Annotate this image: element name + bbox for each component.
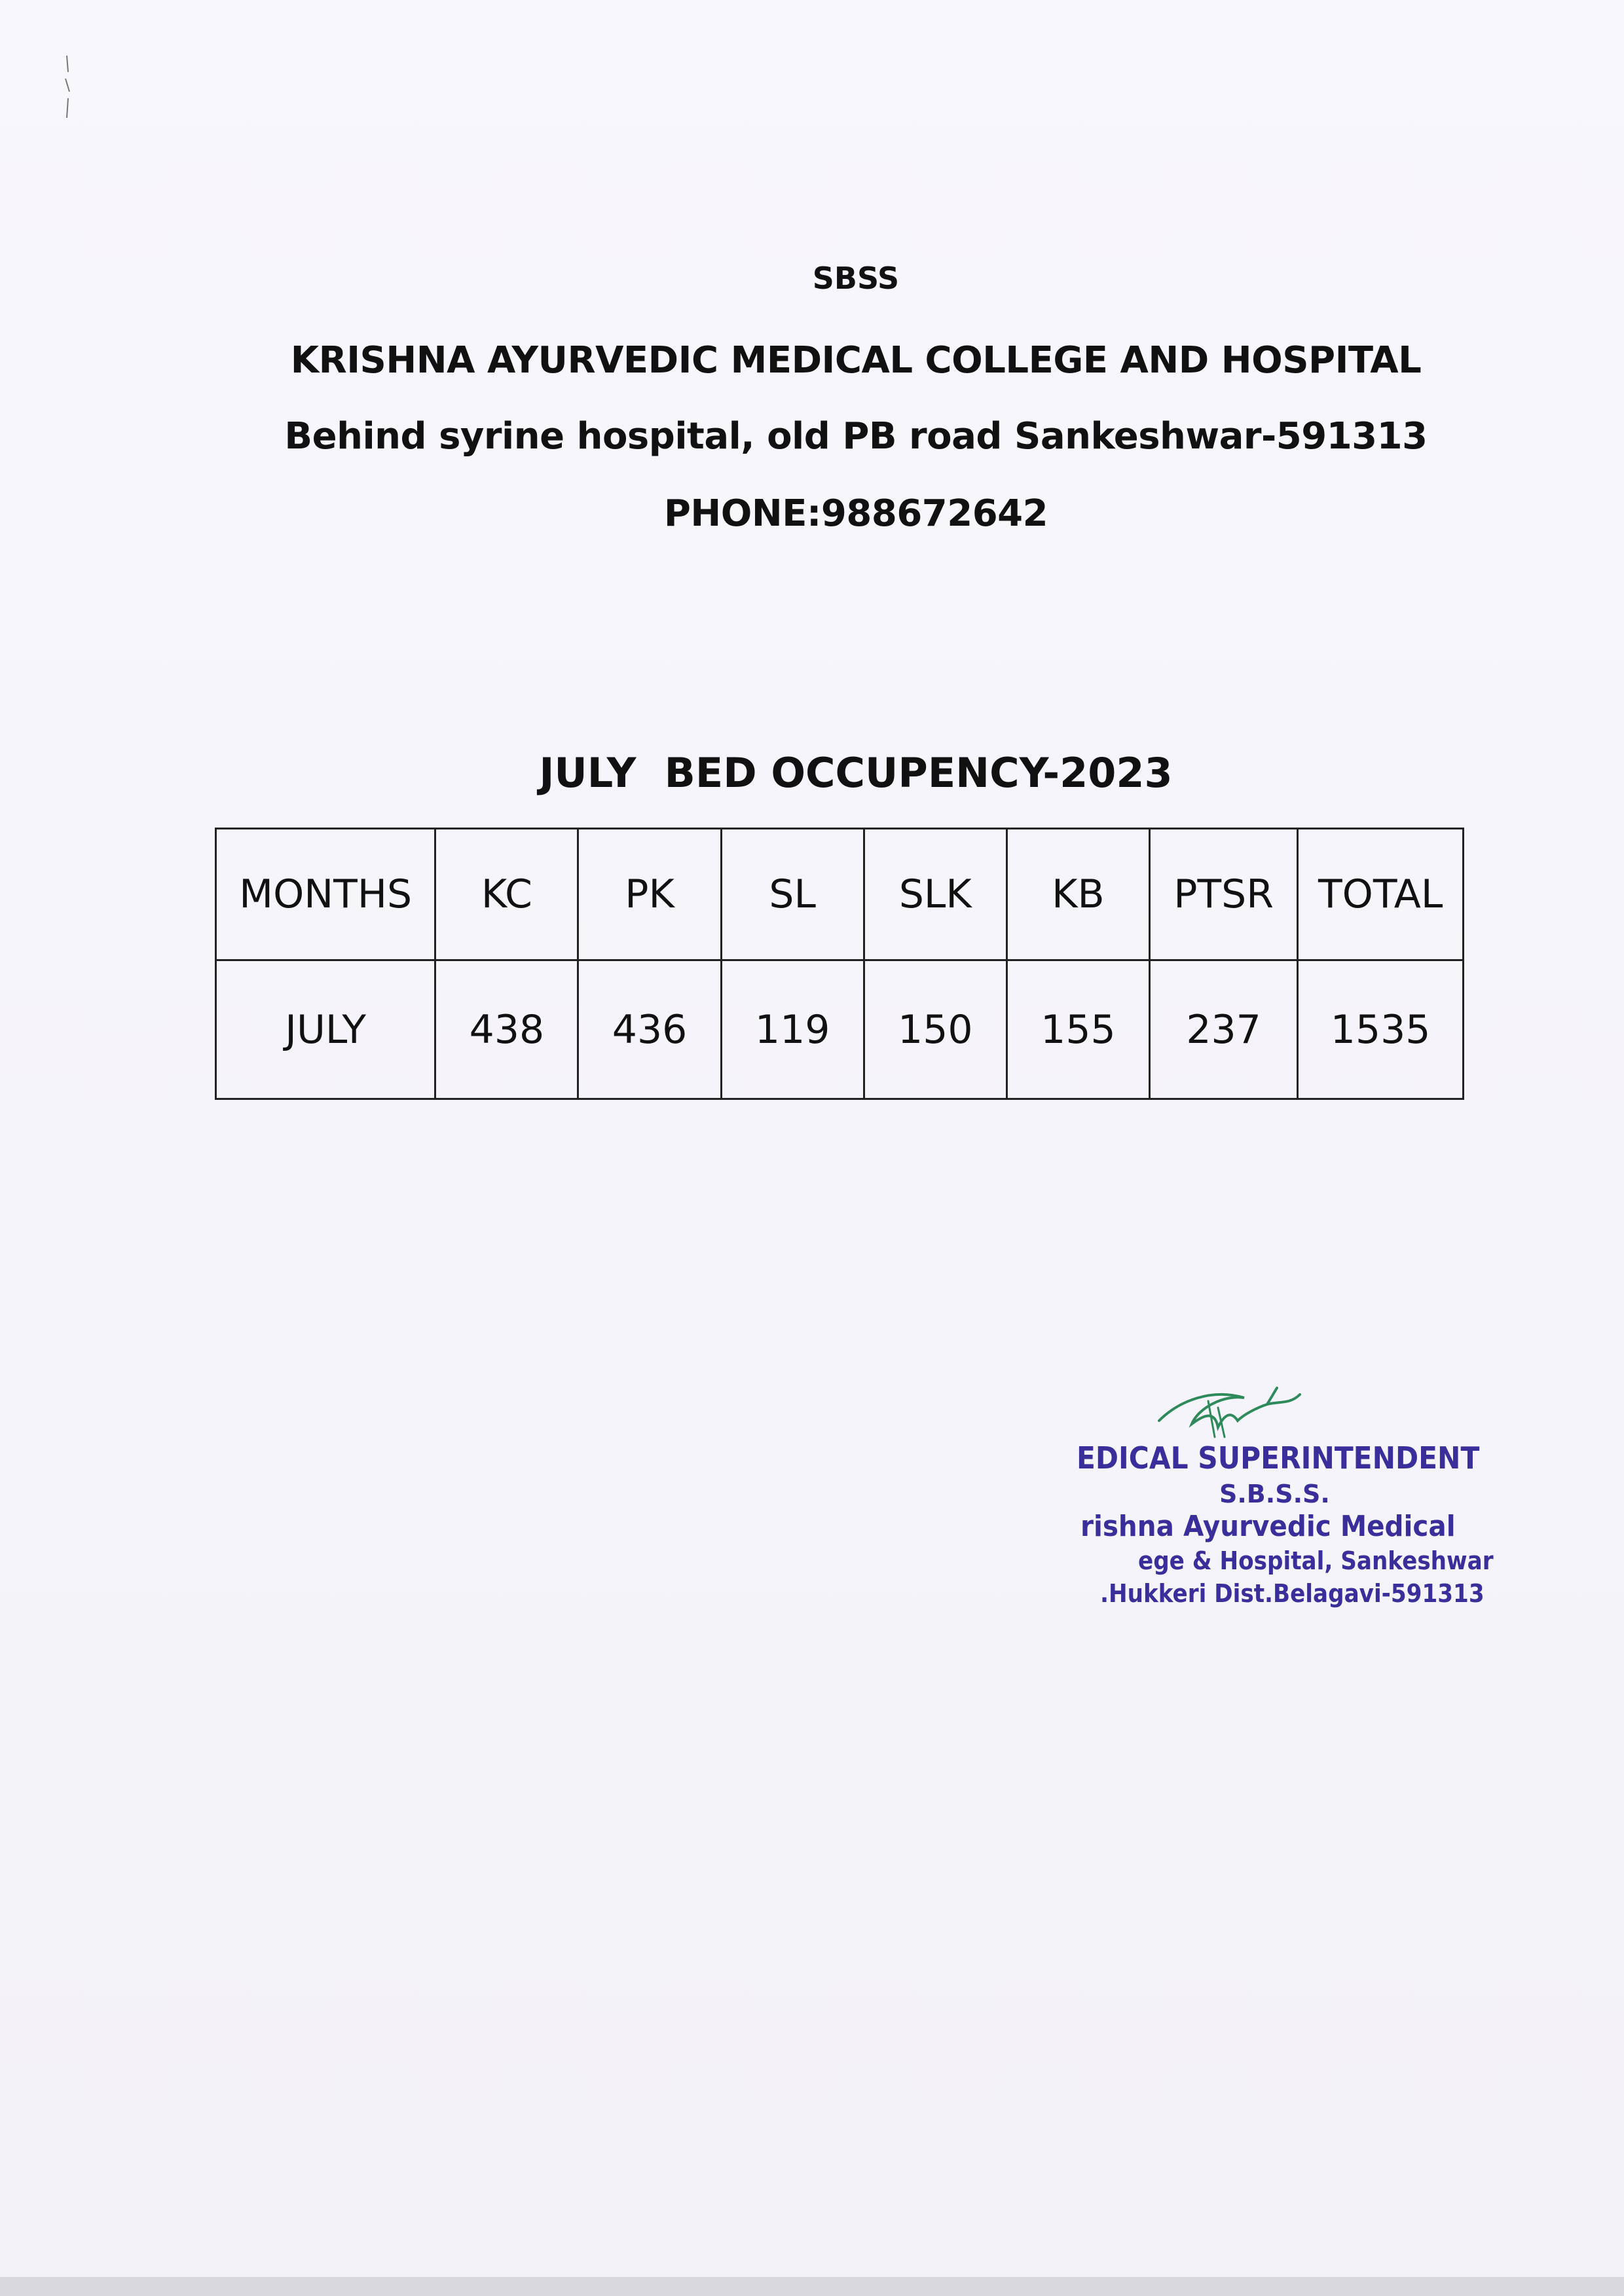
scan-mark: [59, 52, 79, 124]
table-cell: 155: [1006, 960, 1149, 1099]
org-short-name: SBSS: [812, 261, 900, 296]
stamp-line-district: .Hukkeri Dist.Belagavi-591313: [1100, 1579, 1485, 1608]
table-cell: 438: [435, 960, 578, 1099]
stamp-line-title: EDICAL SUPERINTENDENT: [1077, 1440, 1480, 1476]
stamp-line-org: S.B.S.S.: [1219, 1480, 1330, 1508]
table-row: [216, 960, 1464, 1099]
column-header: PTSR: [1149, 829, 1297, 960]
column-header: MONTHS: [216, 829, 435, 960]
column-header: KC: [435, 829, 578, 960]
table-cell: 119: [721, 960, 864, 1099]
superintendent-stamp: [1074, 1375, 1494, 1624]
column-header: SLK: [864, 829, 1006, 960]
org-address: Behind syrine hospital, old PB road Sankeshwar-591313: [284, 415, 1428, 458]
column-header: PK: [578, 829, 721, 960]
stamp-line-college: rishna Ayurvedic Medical: [1080, 1510, 1456, 1543]
org-name: KRISHNA AYURVEDIC MEDICAL COLLEGE AND HOSPITAL: [290, 339, 1422, 382]
column-header: KB: [1006, 829, 1149, 960]
scan-edge: [0, 2277, 1624, 2296]
bed-occupancy-table: [215, 828, 1464, 1100]
table-cell: 150: [864, 960, 1006, 1099]
table-cell: 1535: [1298, 960, 1464, 1099]
org-phone: PHONE:988672642: [663, 492, 1048, 535]
column-header: TOTAL: [1298, 829, 1464, 960]
stamp-line-hospital: ege & Hospital, Sankeshwar: [1138, 1546, 1494, 1575]
table-header-row: [216, 829, 1464, 960]
table-cell: 237: [1149, 960, 1297, 1099]
table-cell: 436: [578, 960, 721, 1099]
table-cell: JULY: [216, 960, 435, 1099]
column-header: SL: [721, 829, 864, 960]
report-title: JULY BED OCCUPENCY-2023: [539, 749, 1173, 797]
